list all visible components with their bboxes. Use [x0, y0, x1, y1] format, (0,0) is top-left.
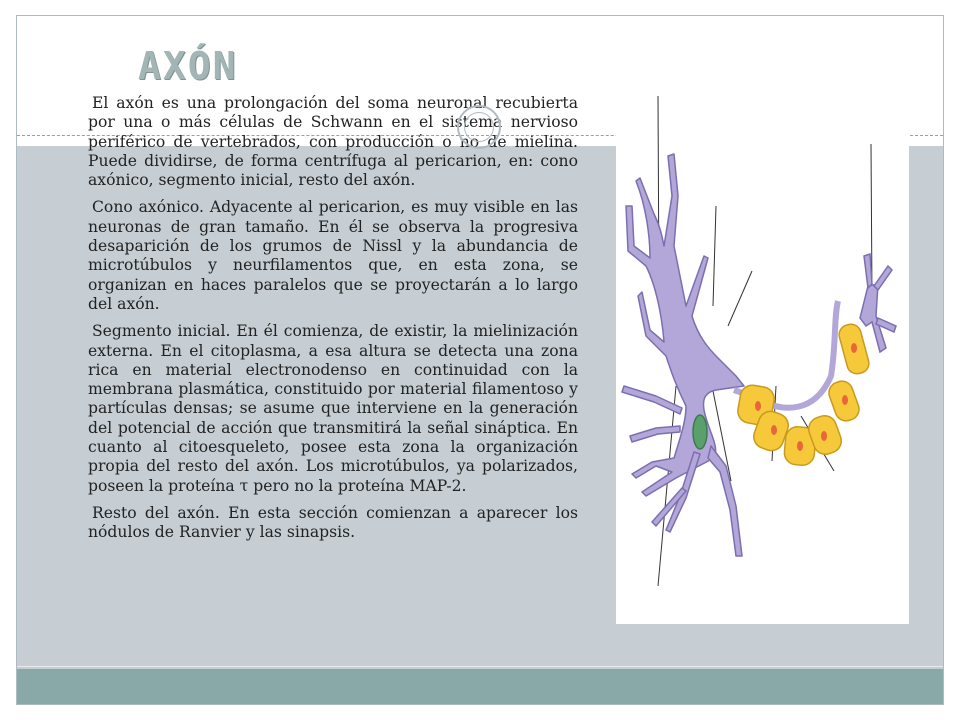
paragraph-intro: El axón es una prolongación del soma neuronal recubierta por una o más células de Schwann en el sistema nervioso periférico de vertebrados, con producción o no de mielina. Puede dividirse, de forma centrífuga al pericarion, en: cono axónico, segmento inicial, resto del axón.: [88, 94, 578, 190]
circle-ornament-icon: [457, 105, 501, 149]
neuron-figure: [616, 86, 909, 624]
footer-bar: [17, 669, 943, 704]
neuron-diagram-icon: [616, 86, 909, 624]
paragraph-cono-axonico: Cono axónico. Adyacente al pericarion, es muy visible en las neuronas de gran tamaño. En él se observa la progresiva desaparición de los grumos de Nissl y la abundancia de microtúbulos y neurfilamentos que, en esta zona, se organizan en haces paralelos que se proyectarán a lo largo del axón.: [88, 198, 578, 313]
paragraph-segmento-inicial: Segmento inicial. En él comienza, de existir, la mielinización externa. En el citoplasma, a esa altura se detecta una zona rica en material electronodenso en continuidad con la membrana plasmática, constituido por material filamentoso y partículas densas; se asume que interviene en la generación del potencial de acción que transmitirá la señal sináptica. En cuanto al citoesqueleto, posee esta zona la organización propia del resto del axón. Los microtúbulos, ya polarizados, poseen la proteína τ pero no la proteína MAP-2.: [88, 322, 578, 495]
paragraph-resto-axon: Resto del axón. En esta sección comienzan a aparecer los nódulos de Ranvier y las sinapsis.: [88, 503, 578, 542]
slide: [16, 15, 944, 705]
body-text: [88, 94, 578, 551]
nucleus-icon: [693, 415, 707, 449]
slide-title: AXÓN: [138, 44, 238, 88]
footer-divider: [17, 666, 943, 667]
